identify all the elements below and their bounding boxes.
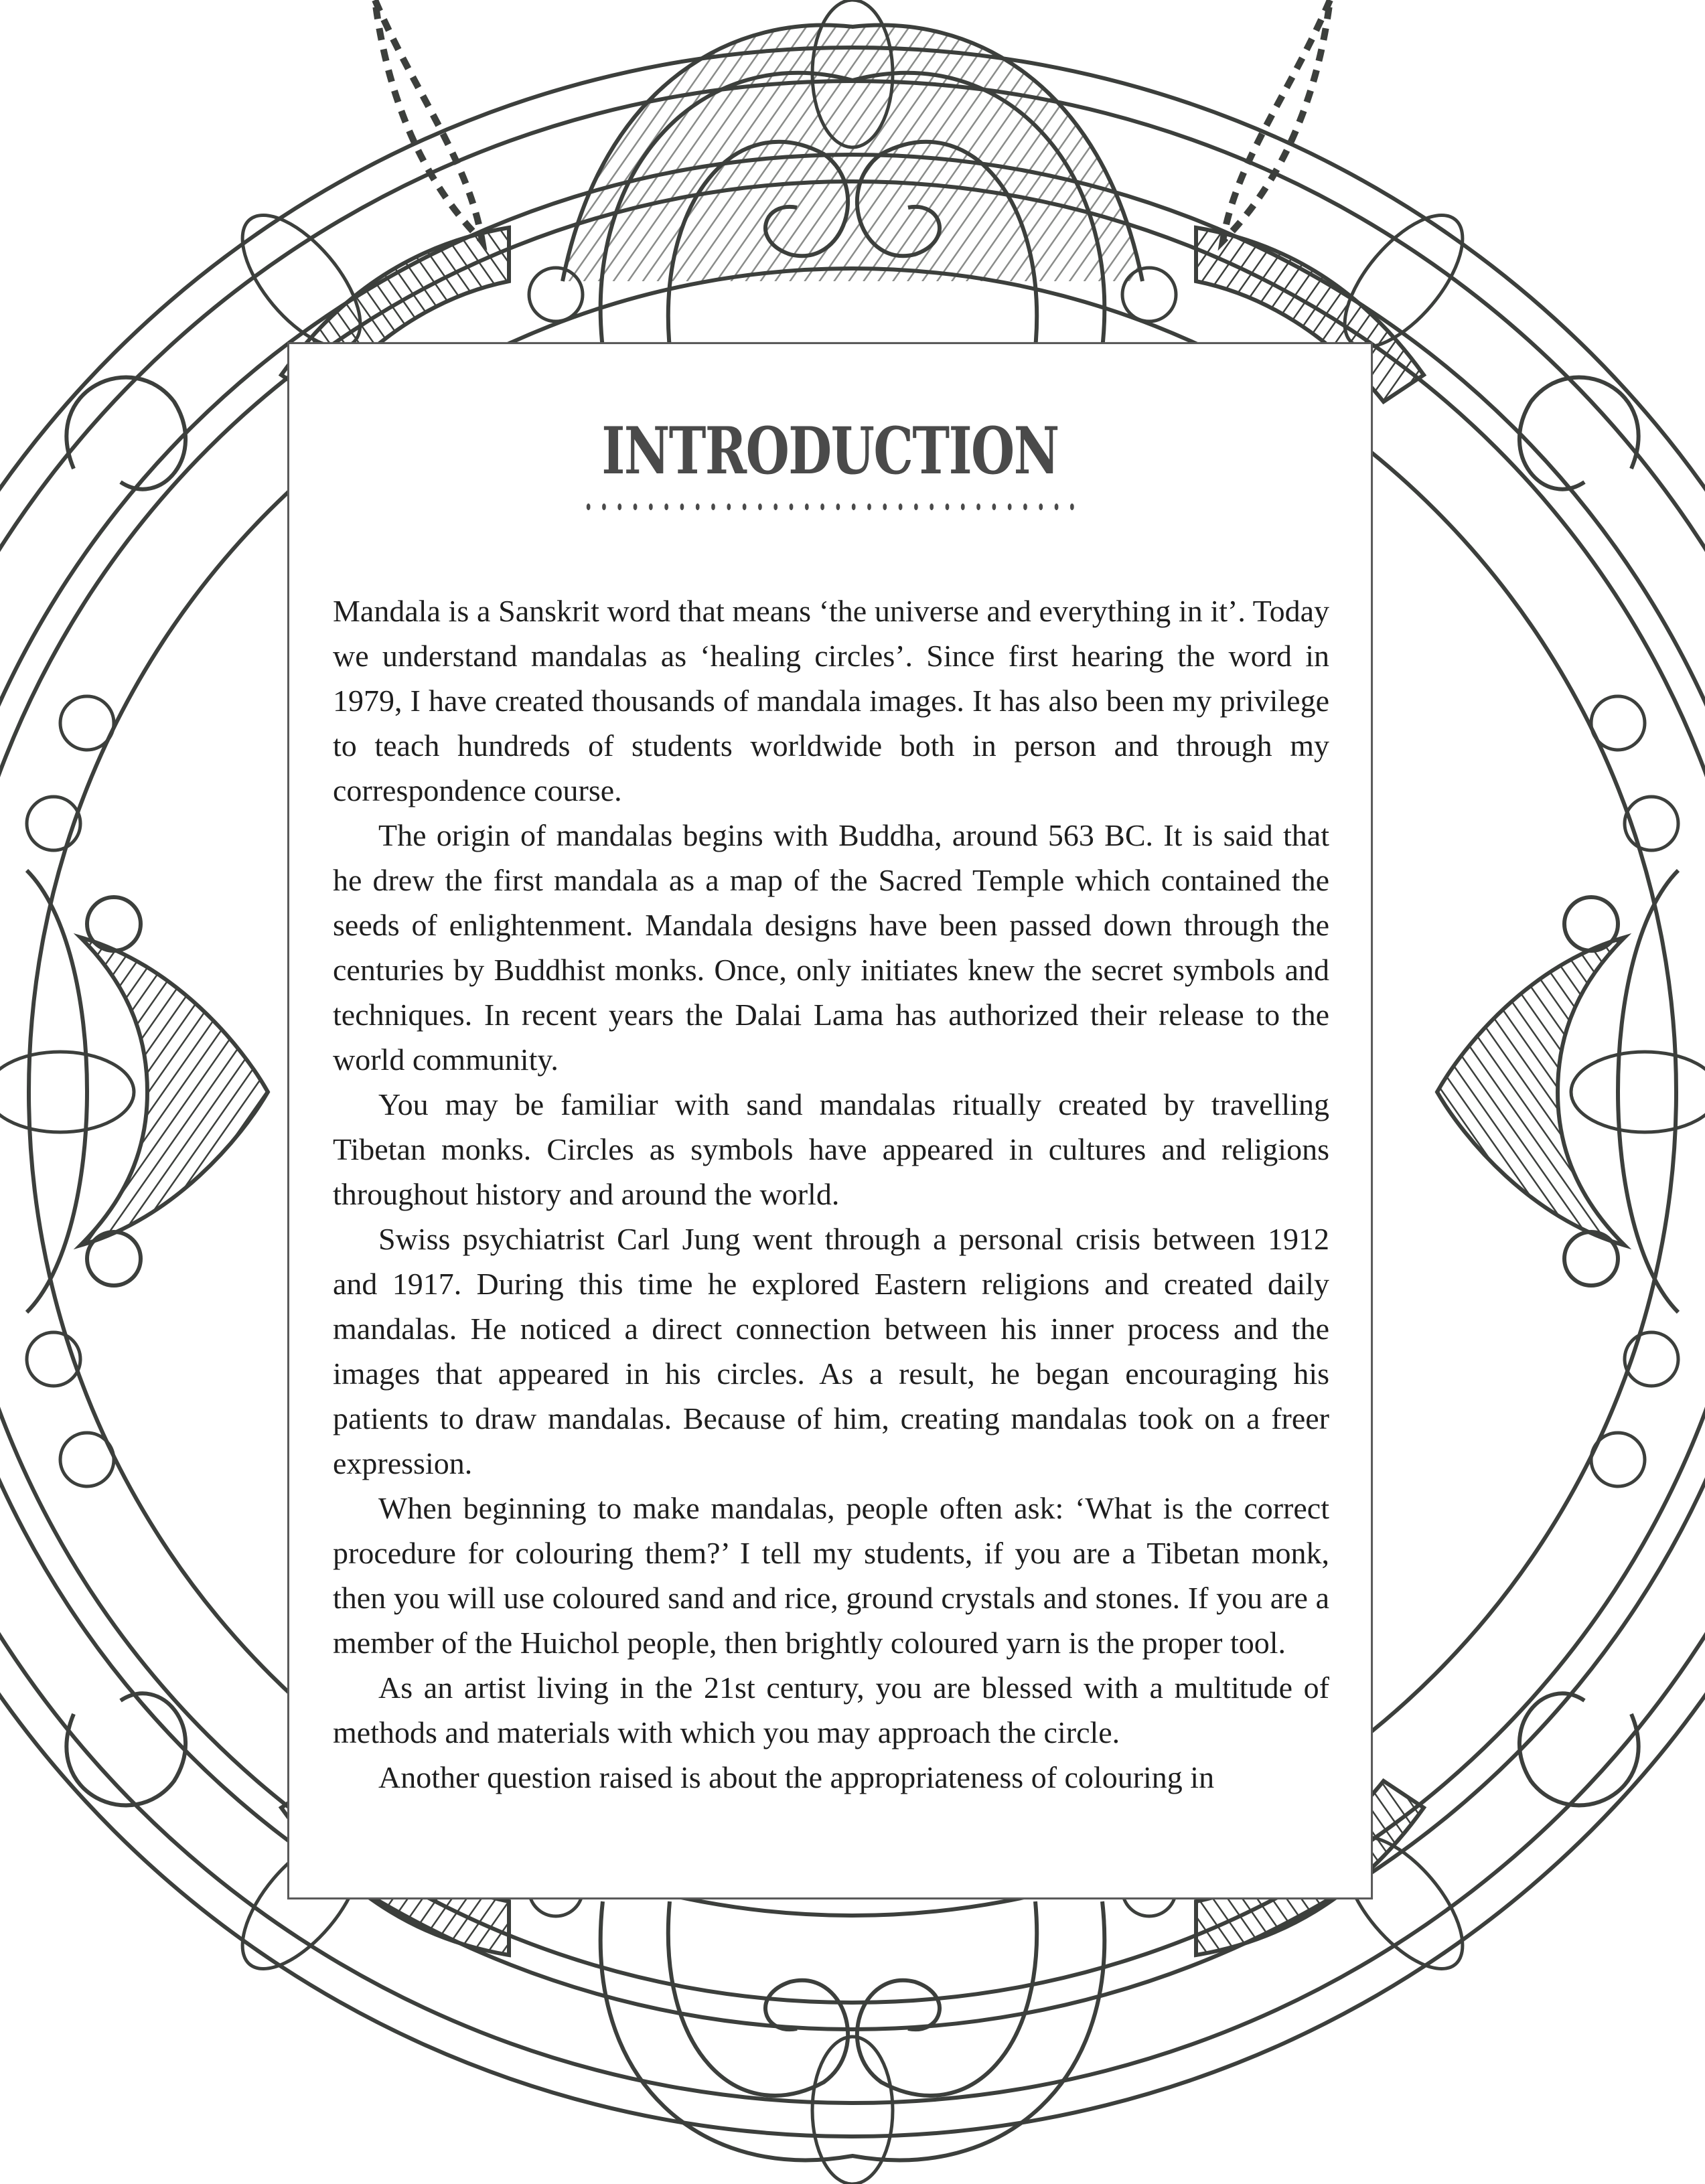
paragraph: The origin of mandalas begins with Buddha, around 563 BC. It is said that he drew the first mandala as a map of the Sacred Temple which contained the seeds of enlightenment. Mandala designs have been passed down through the centuries by Buddhist monks. Once, only initiates knew the secret symbols and techniques. In recent years the Dalai Lama has authorized their release to the world community. [333, 818, 1329, 1077]
paragraph: When beginning to make mandalas, people often ask: ‘What is the correct procedure for colouring them?’ I tell my students, if you are a Tibetan monk, then you will use coloured sand and rice, ground crystals and stones. If you are a member of the Huichol people, then brightly coloured yarn is the proper tool. [333, 1491, 1329, 1660]
introduction-text-panel [287, 342, 1373, 1899]
dotted-divider [581, 503, 1080, 510]
page-title: INTRODUCTION [601, 413, 1059, 489]
paragraph: Mandala is a Sanskrit word that means ‘the universe and everything in it’. Today we understand mandalas as ‘healing circles’. Since first hearing the word in 1979, I have created thousands of mandala images. It has also been my privilege to teach hundreds of students worldwide both in person and through my correspondence course. [333, 594, 1329, 807]
paragraph: Swiss psychiatrist Carl Jung went through a personal crisis between 1912 and 1917. During this time he explored Eastern religions and created daily mandalas. He noticed a direct connection between his inner process and the images that appeared in his circles. As a result, he began encouraging his patients to draw mandalas. Because of him, creating mandalas took on a freer expression. [333, 1222, 1329, 1480]
paragraph: As an artist living in the 21st century, you are blessed with a multitude of methods and materials with which you may approach the circle. [333, 1670, 1329, 1749]
paragraph: You may be familiar with sand mandalas ritually created by travelling Tibetan monks. Circles as symbols have appeared in cultures and religions throughout history and around the world. [333, 1087, 1329, 1211]
paragraph: Another question raised is about the appropriateness of colouring in [378, 1760, 1215, 1794]
introduction-body [333, 589, 1329, 1800]
